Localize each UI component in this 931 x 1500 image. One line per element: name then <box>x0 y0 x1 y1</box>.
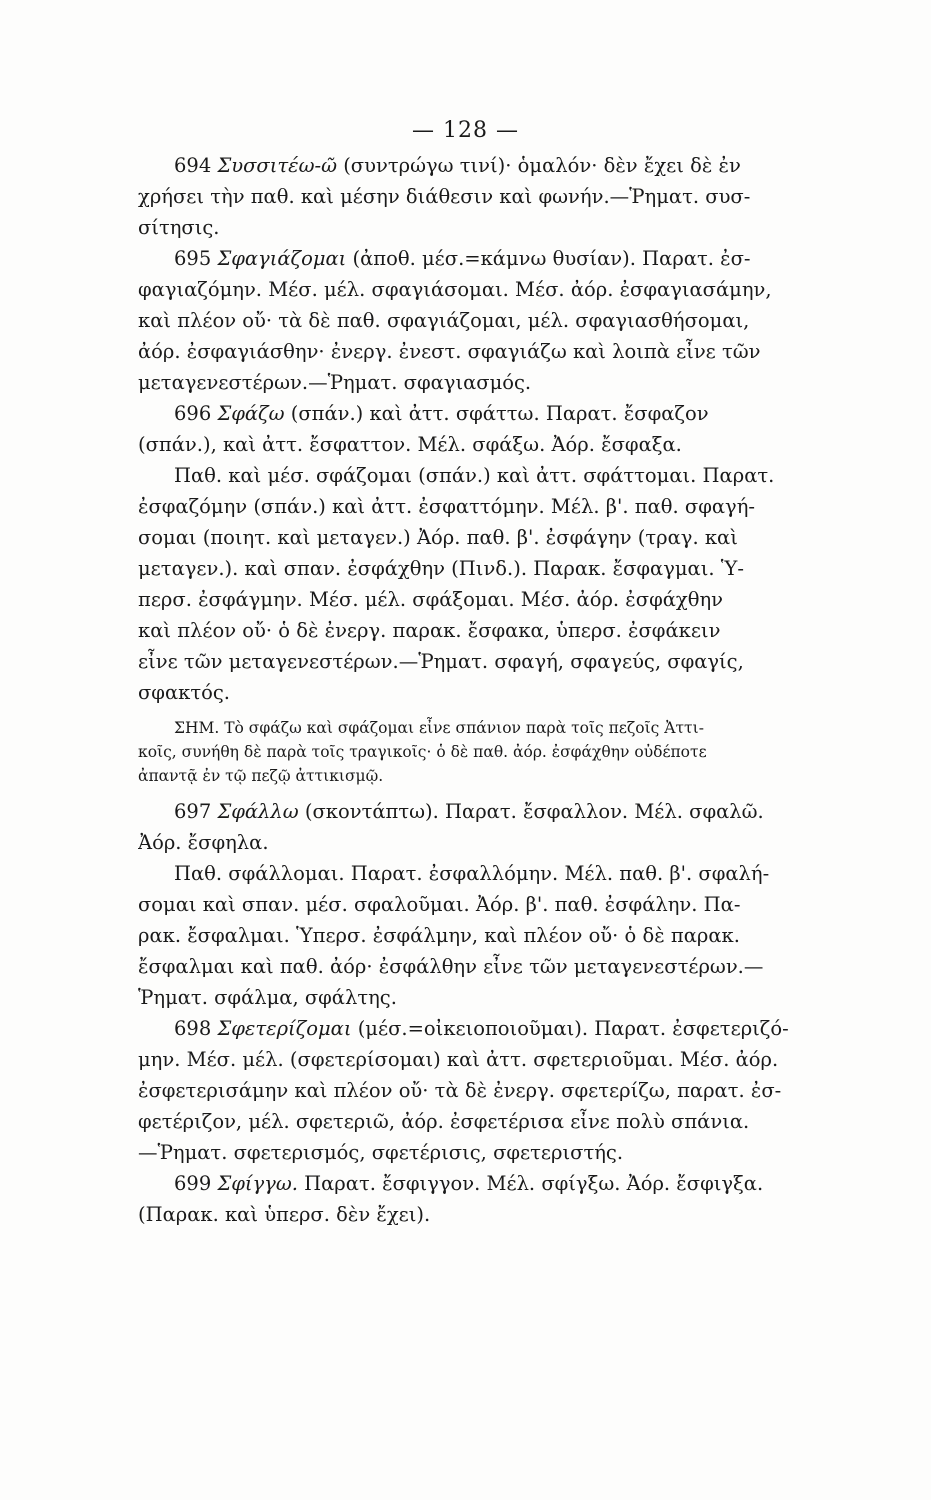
entry-line: καὶ πλέον οὔ· ὁ δὲ ἐνεργ. παρακ. ἔσφακα, ὑπερσ. ἐσφάκειν <box>138 619 721 642</box>
entry-text: Παρατ. ἔσφιγγον. Μέλ. σφίγξω. Ἀόρ. ἔσφιγξα. <box>297 1172 764 1195</box>
entry-line: ρακ. ἔσφαλμαι. Ὑπερσ. ἐσφάλμην, καὶ πλέον οὔ· ὁ δὲ παρακ. <box>138 924 740 947</box>
entry-line: Παθ. καὶ μέσ. σφάζομαι (σπάν.) καὶ ἀττ. σφάττομαι. Παρατ. <box>174 464 775 487</box>
entry-line: —Ῥηματ. σφετερισμός, σφετέρισις, σφετεριστής. <box>138 1141 624 1164</box>
entry-line: Ῥηματ. σφάλμα, σφάλτης. <box>138 986 397 1009</box>
entry-number: 698 <box>174 1017 212 1040</box>
entry-line: περσ. ἐσφάγμην. Μέσ. μέλ. σφάξομαι. Μέσ. ἀόρ. ἐσφάχθην <box>138 588 723 611</box>
entry-line: φαγιαζόμην. Μέσ. μέλ. σφαγιάσομαι. Μέσ. ἀόρ. ἐσφαγιασάμην, <box>138 278 772 301</box>
entry-line: ἀόρ. ἐσφαγιάσθην· ἐνεργ. ἐνεστ. σφαγιάζω καὶ λοιπὰ εἶνε τῶν <box>138 340 761 363</box>
entry-number: 699 <box>174 1172 212 1195</box>
entry-lemma: Συσσιτέω-ῶ <box>217 154 337 177</box>
entry-line: (σπάν.), καὶ ἀττ. ἔσφαττον. Μέλ. σφάξω. Ἀόρ. ἔσφαξα. <box>138 433 682 456</box>
entry-first-line <box>138 1168 818 1199</box>
entry-line: Παθ. σφάλλομαι. Παρατ. ἐσφαλλόμην. Μέλ. παθ. β'. σφαλή- <box>174 862 770 885</box>
entry-line: ἐσφετερισάμην καὶ πλέον οὔ· τὰ δὲ ἐνεργ. σφετερίζω, παρατ. ἐσ- <box>138 1079 782 1102</box>
page-number: — 128 — <box>412 118 519 143</box>
entry-line: φετέριζον, μέλ. σφετεριῶ, ἀόρ. ἐσφετέρισα εἶνε πολὺ σπάνια. <box>138 1110 750 1133</box>
entry-line: ἔσφαλμαι καὶ παθ. ἀόρ· ἐσφάλθην εἶνε τῶν μεταγενεστέρων.— <box>138 955 764 978</box>
entry-text: (ἀποθ. μέσ.=κάμνω θυσίαν). Παρατ. ἐσ- <box>346 247 751 270</box>
entry-line: μεταγεν.). καὶ σπαν. ἐσφάχθην (Πινδ.). Παρακ. ἔσφαγμαι. Ὑ- <box>138 557 744 580</box>
note-line: κοῖς, συνήθη δὲ παρὰ τοῖς τραγικοῖς· ὁ δὲ παθ. ἀόρ. ἐσφάχθην οὐδέποτε <box>138 743 707 761</box>
entry-line: μεταγενεστέρων.—Ῥηματ. σφαγιασμός. <box>138 371 532 394</box>
entry-text: (σπάν.) καὶ ἀττ. σφάττω. Παρατ. ἔσφαζον <box>284 402 709 425</box>
entry-first-line <box>138 243 818 274</box>
dictionary-text <box>138 150 818 1230</box>
entry-line: σφακτός. <box>138 681 230 704</box>
entry-line: μην. Μέσ. μέλ. (σφετερίσομαι) καὶ ἀττ. σφετεριοῦμαι. Μέσ. ἀόρ. <box>138 1048 779 1071</box>
entry-line: χρήσει τὴν παθ. καὶ μέσην διάθεσιν καὶ φωνήν.—Ῥηματ. συσ- <box>138 185 751 208</box>
entry-first-line <box>138 1013 818 1044</box>
entry-number: 694 <box>174 154 212 177</box>
entry-line: ἐσφαζόμην (σπάν.) καὶ ἀττ. ἐσφαττόμην. Μέλ. β'. παθ. σφαγή- <box>138 495 755 518</box>
entry-text: (συντρώγω τινί)· ὁμαλόν· δὲν ἔχει δὲ ἐν <box>337 154 741 177</box>
entry-number: 697 <box>174 800 212 823</box>
entry-lemma: Σφαγιάζομαι <box>217 247 347 270</box>
entry-line: καὶ πλέον οὔ· τὰ δὲ παθ. σφαγιάζομαι, μέλ. σφαγιασθήσομαι, <box>138 309 750 332</box>
entry-line: Ἀόρ. ἔσφηλα. <box>138 831 269 854</box>
entry-line: εἶνε τῶν μεταγενεστέρων.—Ῥηματ. σφαγή, σφαγεύς, σφαγίς, <box>138 650 744 673</box>
note-line: ΣΗΜ. Τὸ σφάζω καὶ σφάζομαι εἶνε σπάνιον παρὰ τοῖς πεζοῖς Ἀττι- <box>174 719 704 737</box>
spacer <box>138 788 818 796</box>
entry-text: (μέσ.=οἰκειοποιοῦμαι). Παρατ. ἐσφετεριζό- <box>351 1017 789 1040</box>
entry-number: 695 <box>174 247 212 270</box>
entry-first-line <box>138 796 818 827</box>
entry-line: σίτησις. <box>138 216 220 239</box>
entry-line: σομαι καὶ σπαν. μέσ. σφαλοῦμαι. Ἀόρ. β'. παθ. ἐσφάλην. Πα- <box>138 893 741 916</box>
entry-lemma: Σφίγγω. <box>217 1172 298 1195</box>
note-line: ἀπαντᾷ ἐν τῷ πεζῷ ἀττικισμῷ. <box>138 767 384 785</box>
entry-text: (σκοντάπτω). Παρατ. ἔσφαλλον. Μέλ. σφαλῶ. <box>298 800 764 823</box>
entry-line: (Παρακ. καὶ ὑπερσ. δὲν ἔχει). <box>138 1203 431 1226</box>
entry-lemma: Σφάζω <box>217 402 285 425</box>
entry-first-line <box>138 398 818 429</box>
entry-number: 696 <box>174 402 212 425</box>
entry-lemma: Σφετερίζομαι <box>217 1017 352 1040</box>
entry-first-line <box>138 150 818 181</box>
entry-lemma: Σφάλλω <box>217 800 299 823</box>
spacer <box>138 708 818 716</box>
entry-line: σομαι (ποιητ. καὶ μεταγεν.) Ἀόρ. παθ. β'. ἐσφάγην (τραγ. καὶ <box>138 526 738 549</box>
